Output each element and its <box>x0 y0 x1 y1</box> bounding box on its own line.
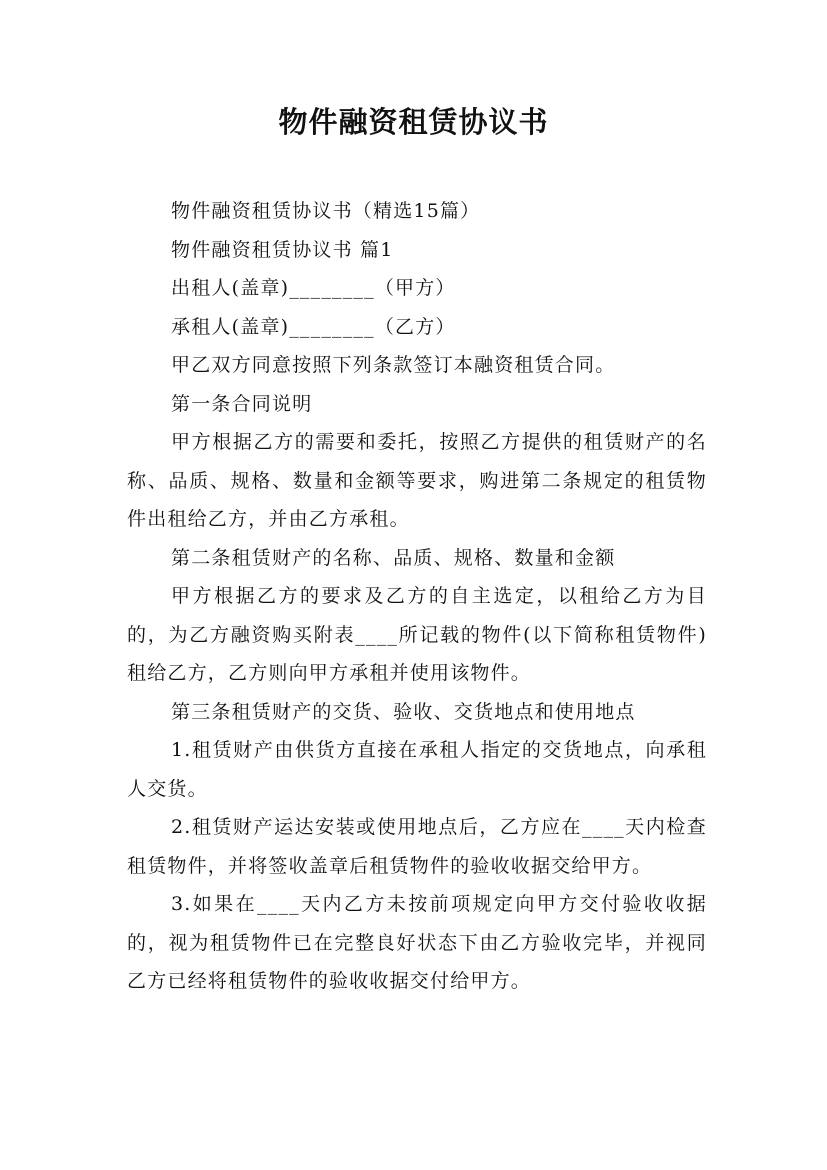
article-3-heading: 第三条租赁财产的交货、验收、交货地点和使用地点 <box>171 700 636 723</box>
agreement-statement: 甲乙双方同意按照下列条款签订本融资租赁合同。 <box>171 354 616 376</box>
document-body <box>127 192 707 1001</box>
subtitle-line: 物件融资租赁协议书（精选15篇） <box>171 200 481 222</box>
section-heading: 物件融资租赁协议书 篇1 <box>171 238 394 261</box>
lessor-line: 出租人(盖章)________（甲方） <box>171 277 456 299</box>
article-3-item-1: 1.租赁财产由供货方直接在承租人指定的交货地点，向承租人交货。 <box>127 739 707 800</box>
article-3-item-3: 3.如果在____天内乙方未按前项规定向甲方交付验收收据的，视为租赁物件已在完整良好状态下由乙方验收完毕，并视同乙方已经将租赁物件的验收收据交付给甲方。 <box>127 893 707 992</box>
article-2-body: 甲方根据乙方的要求及乙方的自主选定，以租给乙方为目的，为乙方融资购买附表____所记载的物件(以下简称租赁物件)租给乙方，乙方则向甲方承租并使用该物件。 <box>127 585 707 684</box>
document-title: 物件融资租赁协议书 <box>278 105 549 139</box>
article-2-heading: 第二条租赁财产的名称、品质、规格、数量和金额 <box>171 546 616 569</box>
article-1-heading: 第一条合同说明 <box>171 392 313 415</box>
article-1-body: 甲方根据乙方的需要和委托，按照乙方提供的租赁财产的名称、品质、规格、数量和金额等要求，购进第二条规定的租赁物件出租给乙方，并由乙方承租。 <box>127 431 707 530</box>
article-3-item-2: 2.租赁财产运达安装或使用地点后，乙方应在____天内检查租赁物件，并将签收盖章后租赁物件的验收收据交给甲方。 <box>127 816 707 877</box>
lessee-line: 承租人(盖章)________（乙方） <box>171 315 456 338</box>
